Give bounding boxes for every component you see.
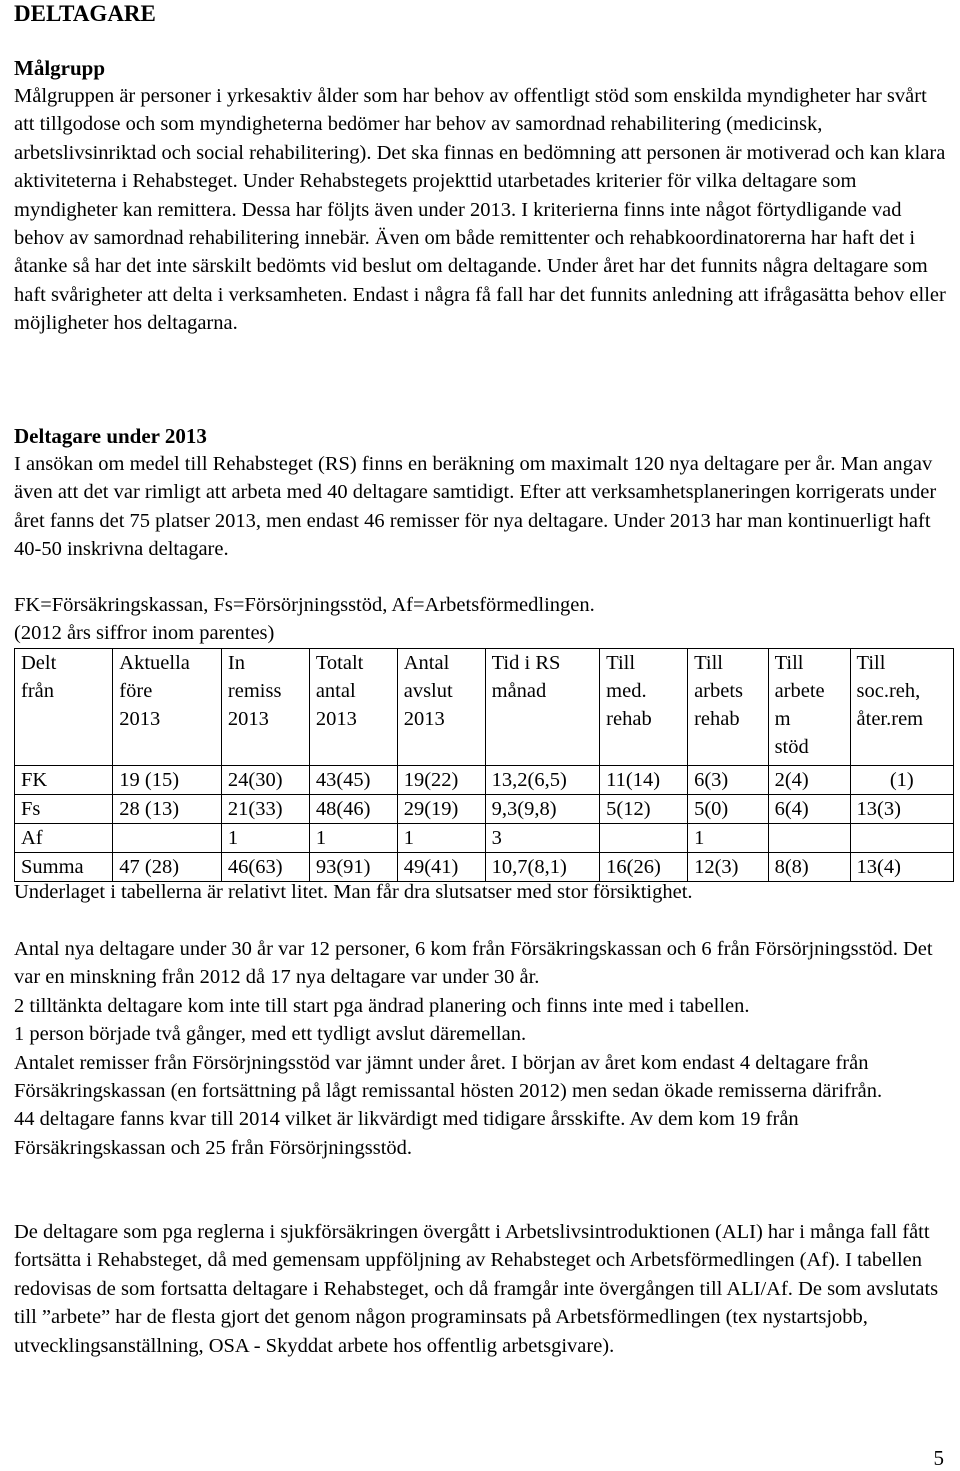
header-word: 2013 [227,708,269,730]
nya-deltagare-paragraph: Antalet remisser från Försörjningsstöd var jämnt under året. I början av året kom endast 4 deltagare från Försäkringskassan (en fortsättning på lågt remissantal hösten 2012) men sedan ökade remisserna därifrån. [14,1051,883,1103]
participant-table [14,648,954,882]
table-cell [768,824,850,853]
nya-deltagare-paragraph: 44 deltagare fanns kvar till 2014 vilket är likvärdigt med tidigare årsskifte. Av dem kom 19 från Försäkringskassan och 25 från Försörjningsstöd. [14,1108,799,1159]
table-cell: 43(45) [309,766,397,795]
table-cell [850,824,953,853]
table-cell: 6(3) [688,766,769,795]
table-cell: Fs [15,795,113,824]
table-cell [600,824,688,853]
nya-deltagare-paragraph: 2 tilltänkta deltagare kom inte till start pga ändrad planering och finns inte med i tabellen. [14,994,750,1017]
header-cell [850,649,953,766]
table-cell: 10,7(8,1) [485,853,600,882]
table-cell: 12(3) [688,853,769,882]
table-cell: Summa [15,853,113,882]
table-cell: 49(41) [397,853,485,882]
section-ali [14,1218,946,1360]
table-cell: 8(8) [768,853,850,882]
table-cell: 5(0) [688,795,769,824]
page-heading: DELTAGARE [14,1,156,26]
table-row [15,766,954,795]
table-row [15,795,954,824]
header-word: rehab [606,708,652,730]
abbreviation-block [14,591,946,648]
table-cell: 1 [688,824,769,853]
table-row [15,824,954,853]
table-cell: 47 (28) [113,853,222,882]
abbreviations-line: FK=Försäkringskassan, Fs=Försörjningsstöd, Af=Arbetsförmedlingen. [14,594,595,616]
header-cell [113,649,222,766]
nya-deltagare-paragraph: Antal nya deltagare under 30 år var 12 personer, 6 kom från Försäkringskassan och 6 från Försörjningsstöd. Det var en minskning från 2012 då 17 nya deltagare var under 30 år. [14,938,933,989]
header-cell [688,649,769,766]
header-cell [768,649,850,766]
header-cell [15,649,113,766]
table-cell: 6(4) [768,795,850,824]
table-cell: 13,2(6,5) [485,766,600,795]
header-word: avslut [403,680,453,702]
header-word: Till [606,652,636,674]
malgrupp-paragraph: Målgruppen är personer i yrkesaktiv ålder som har behov av offentligt stöd som enskilda myndigheter har svårt att tillgodose och som myndigheterna bedömer har behov av samordnad rehabilitering (medicinsk, arbetslivsinriktad och social rehabilitering). Det ska finnas en bedömning att personen är motiverad och kan klara aktiviteterna i Rehabsteget. Under Rehabstegets projekttid utarbetades kriterier för vilka deltagare som myndigheter kan remittera. Dessa har följts även under 2013. I kriterierna finns inte något förtydligande vad behov av samordnad rehabilitering innebär. Även om både remittenter och rehabkoordinatorerna har haft det i åtanke så har det inte särskilt bedömts vid beslut om deltagande. Under året har det funnits några deltagare som haft svårigheter att delta i verksamheten. Endast i några få fall har det funnits anledning att ifrågasätta behov eller möjligheter hos deltagarna. [14,85,946,335]
header-cell [485,649,600,766]
header-word: med. [606,680,647,702]
header-word: m [774,708,791,730]
table-cell: 2(4) [768,766,850,795]
section-title-deltagare-2013: Deltagare under 2013 [14,424,207,448]
header-cell [309,649,397,766]
table-cell: 3 [485,824,600,853]
table-cell: 1 [309,824,397,853]
table-cell: 93(91) [309,853,397,882]
section-malgrupp [14,54,946,338]
table-cell: 13(4) [850,853,953,882]
header-word: 2013 [403,708,445,730]
nya-deltagare-paragraph: 1 person började två gånger, med ett tydligt avslut däremellan. [14,1023,527,1046]
header-word: månad [491,680,547,702]
header-word: Tid i RS [491,652,561,674]
table-cell: 1 [397,824,485,853]
table-cell: FK [15,766,113,795]
header-word: 2013 [315,708,357,730]
header-cell [600,649,688,766]
header-word: före [119,680,153,702]
table-cell: 29(19) [397,795,485,824]
table-cell: 11(14) [600,766,688,795]
ali-paragraph: De deltagare som pga reglerna i sjukförsäkringen övergått i Arbetslivsintroduktionen (ALI) har i många fall fått fortsätta i Rehabsteget, då med gemensam uppföljning av Rehabsteget och Arbetsförmedlingen (Af). I tabellen redovisas de som fortsatta deltagare i Rehabsteget, och då framgår inte övergången till ALI/Af. De som avslutats till ”arbete” har de flesta gjort det genom någon programinsats på Arbetsförmedlingen (tex nystartsjobb, utvecklingsanställning, OSA - Skyddat arbete hos offentlig arbetsgivare). [14,1221,939,1357]
page-number: 5 [933,1446,944,1470]
header-word: antal [315,680,356,702]
table-note: Underlaget i tabellerna är relativt litet. Man får dra slutsatser med stor försiktighet. [14,881,693,903]
header-word: Totalt [315,652,364,674]
deltagare-2013-paragraph: I ansökan om medel till Rehabsteget (RS) finns en beräkning om maximalt 120 nya deltagare per år. Man angav även att det var rimligt att arbeta med 40 deltagare samtidigt. Efter att verksamhetsplaneringen korrigerats under året fanns det 75 platser 2013, men endast 46 remisser för nya deltagare. Under 2013 har man kontinuerligt haft 40-50 inskrivna deltagare. [14,453,937,561]
table-cell: (1) [850,766,953,795]
parenthesis-note: (2012 års siffror inom parentes) [14,622,275,645]
header-word: Aktuella [119,652,190,674]
table-cell: Af [15,824,113,853]
table-cell: 19(22) [397,766,485,795]
table-cell: 5(12) [600,795,688,824]
header-word: från [21,680,55,702]
table-cell [113,824,222,853]
table-cell: 1 [221,824,309,853]
header-word: In [227,652,245,674]
header-word: arbets [694,680,744,702]
header-word: soc.reh, [856,680,921,702]
header-word: åter.rem [856,708,924,730]
header-cell [221,649,309,766]
table-cell: 16(26) [600,853,688,882]
section-nya-deltagare [14,935,946,1162]
header-word: 2013 [119,708,161,730]
table-cell: 24(30) [221,766,309,795]
table-cell: 19 (15) [113,766,222,795]
section-deltagare-2013 [14,422,946,564]
header-word: arbete [774,680,825,702]
header-word: Till [774,652,804,674]
table-note-block [14,878,946,906]
table-cell: 13(3) [850,795,953,824]
header-word: remiss [227,680,282,702]
table-cell: 46(63) [221,853,309,882]
section-title-malgrupp: Målgrupp [14,56,106,80]
header-word: Delt [21,652,57,674]
table-cell: 48(46) [309,795,397,824]
table-cell: 28 (13) [113,795,222,824]
header-word: rehab [694,708,740,730]
header-word: stöd [774,736,809,758]
header-cell [397,649,485,766]
header-word: Till [694,652,723,674]
table-cell: 21(33) [221,795,309,824]
table-header-row [15,649,954,766]
header-word: Antal [403,652,450,674]
table-cell: 9,3(9,8) [485,795,600,824]
header-word: Till [856,652,886,674]
